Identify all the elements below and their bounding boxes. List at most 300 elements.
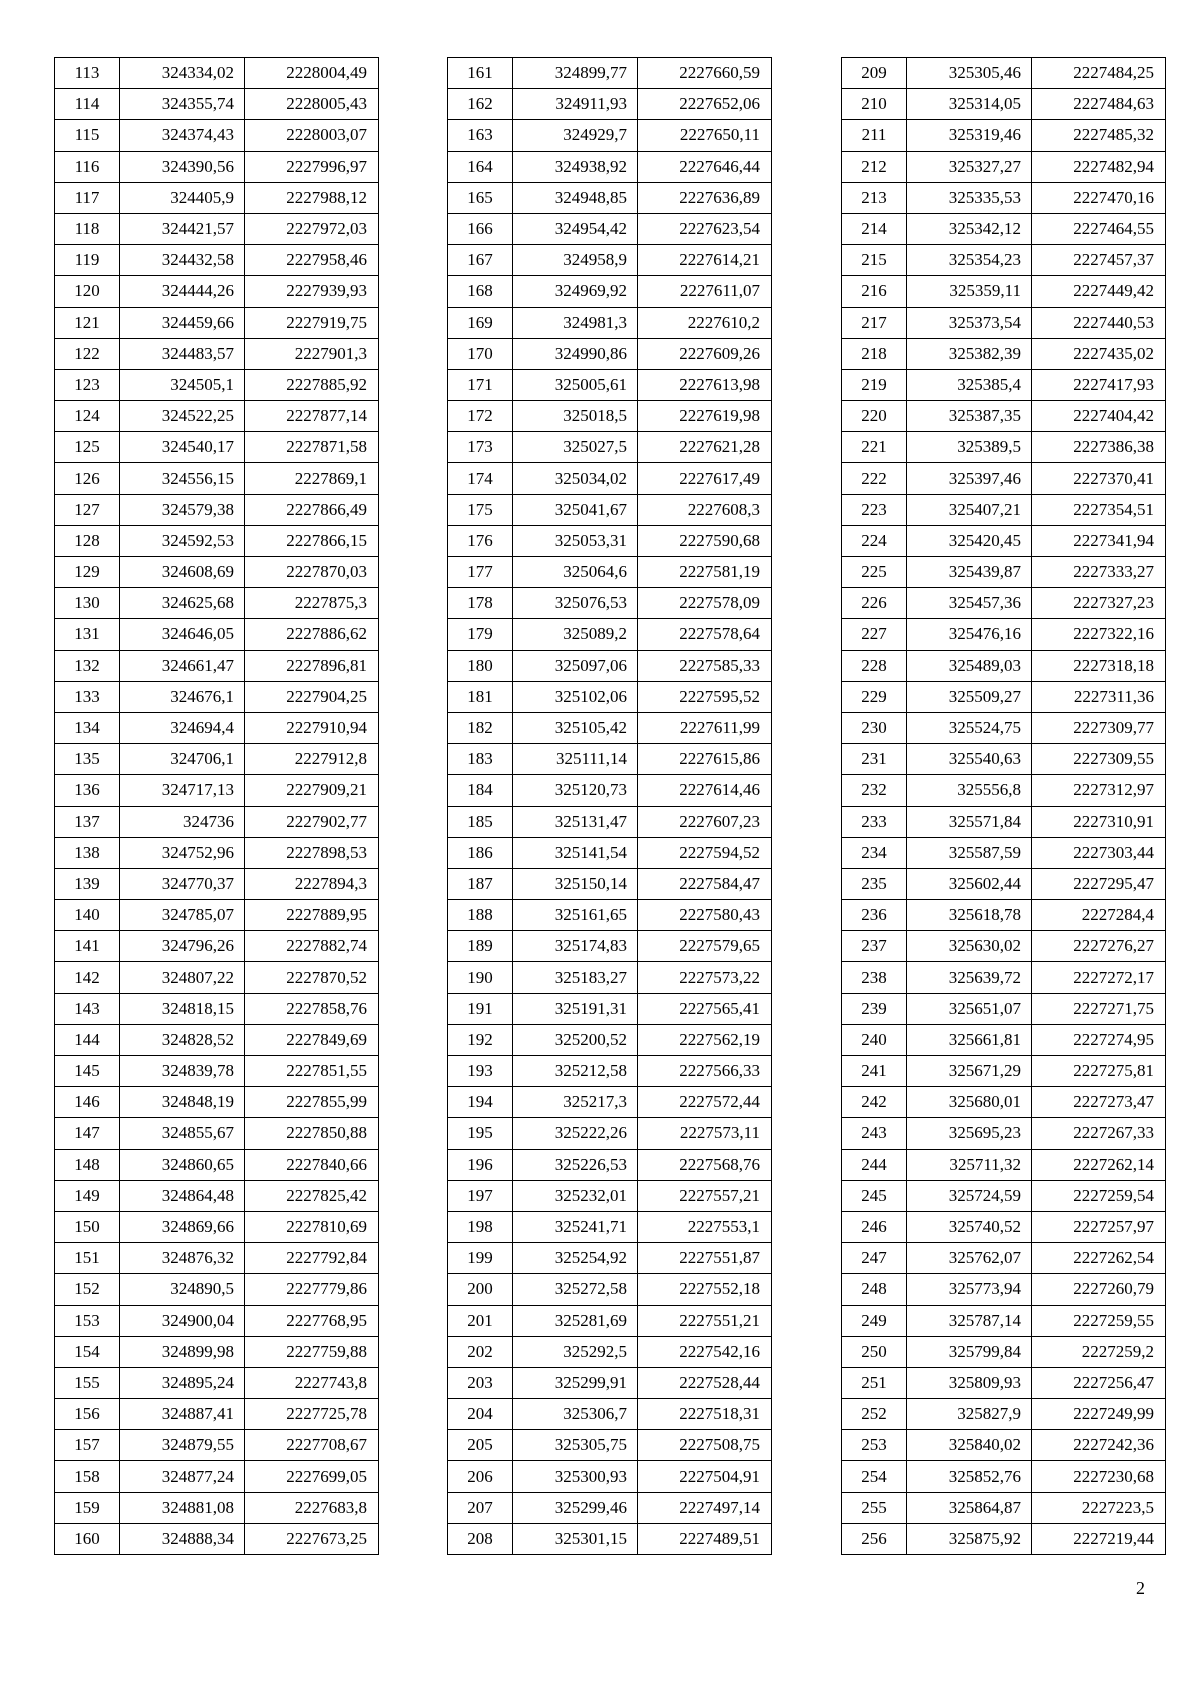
coordinate-x: 324879,55	[120, 1430, 245, 1461]
coordinate-y: 2227871,58	[245, 432, 379, 463]
point-number: 205	[448, 1430, 513, 1461]
coordinate-x: 324899,98	[120, 1336, 245, 1367]
point-number: 250	[842, 1336, 907, 1367]
coordinate-x: 325292,5	[513, 1336, 638, 1367]
coordinate-x: 325041,67	[513, 494, 638, 525]
table-row	[55, 650, 379, 681]
coordinate-x: 325773,94	[907, 1274, 1032, 1305]
coordinate-y: 2227759,88	[245, 1336, 379, 1367]
point-number: 179	[448, 619, 513, 650]
coordinate-y: 2227449,42	[1032, 276, 1166, 307]
table-row	[842, 1399, 1166, 1430]
table-row	[448, 1430, 772, 1461]
coordinate-y: 2227267,33	[1032, 1118, 1166, 1149]
coordinate-x: 325076,53	[513, 588, 638, 619]
point-number: 147	[55, 1118, 120, 1149]
point-number: 120	[55, 276, 120, 307]
coordinate-y: 2227885,92	[245, 369, 379, 400]
point-number: 184	[448, 775, 513, 806]
table-row	[842, 931, 1166, 962]
coordinate-y: 2227275,81	[1032, 1056, 1166, 1087]
coordinate-y: 2227562,19	[638, 1024, 772, 1055]
coordinate-x: 325306,7	[513, 1399, 638, 1430]
table-row	[448, 1461, 772, 1492]
table-row	[448, 307, 772, 338]
point-number: 230	[842, 712, 907, 743]
coordinate-x: 324444,26	[120, 276, 245, 307]
point-number: 130	[55, 588, 120, 619]
coordinate-y: 2227610,2	[638, 307, 772, 338]
point-number: 241	[842, 1056, 907, 1087]
coordinate-y: 2227904,25	[245, 681, 379, 712]
coordinate-x: 325661,81	[907, 1024, 1032, 1055]
table-row	[842, 650, 1166, 681]
coordinate-y: 2227792,84	[245, 1243, 379, 1274]
coordinate-x: 324990,86	[513, 338, 638, 369]
coordinate-y: 2227939,93	[245, 276, 379, 307]
coordinate-y: 2227851,55	[245, 1056, 379, 1087]
point-number: 134	[55, 712, 120, 743]
table-row	[842, 432, 1166, 463]
point-number: 247	[842, 1243, 907, 1274]
coordinate-y: 2227404,42	[1032, 401, 1166, 432]
coordinate-y: 2227552,18	[638, 1274, 772, 1305]
table-row	[55, 494, 379, 525]
point-number: 164	[448, 151, 513, 182]
coordinate-y: 2227725,78	[245, 1399, 379, 1430]
point-number: 233	[842, 806, 907, 837]
point-number: 117	[55, 182, 120, 213]
coordinate-x: 325651,07	[907, 993, 1032, 1024]
table-row	[55, 806, 379, 837]
coordinates-table-1	[54, 57, 379, 1555]
point-number: 131	[55, 619, 120, 650]
coordinate-y: 2227572,44	[638, 1087, 772, 1118]
table-row	[842, 213, 1166, 244]
coordinate-y: 2227850,88	[245, 1118, 379, 1149]
point-number: 231	[842, 744, 907, 775]
coordinate-y: 2227870,03	[245, 557, 379, 588]
coordinate-x: 324355,74	[120, 89, 245, 120]
point-number: 229	[842, 681, 907, 712]
coordinate-y: 2227259,55	[1032, 1305, 1166, 1336]
coordinate-y: 2227230,68	[1032, 1461, 1166, 1492]
coordinate-y: 2227284,4	[1032, 900, 1166, 931]
coordinate-x: 324390,56	[120, 151, 245, 182]
point-number: 223	[842, 494, 907, 525]
table-row	[842, 1149, 1166, 1180]
coordinate-x: 325053,31	[513, 525, 638, 556]
point-number: 124	[55, 401, 120, 432]
coordinate-x: 325711,32	[907, 1149, 1032, 1180]
table-row	[448, 681, 772, 712]
coordinate-y: 2227259,2	[1032, 1336, 1166, 1367]
point-number: 174	[448, 463, 513, 494]
point-number: 171	[448, 369, 513, 400]
point-number: 125	[55, 432, 120, 463]
coordinate-y: 2227611,07	[638, 276, 772, 307]
coordinate-x: 325174,83	[513, 931, 638, 962]
table-row	[448, 1149, 772, 1180]
coordinate-x: 325226,53	[513, 1149, 638, 1180]
coordinate-y: 2227650,11	[638, 120, 772, 151]
point-number: 195	[448, 1118, 513, 1149]
table-row	[842, 1211, 1166, 1242]
table-row	[448, 712, 772, 743]
point-number: 141	[55, 931, 120, 962]
table-row	[842, 681, 1166, 712]
coordinate-x: 324855,67	[120, 1118, 245, 1149]
coordinate-x: 325602,44	[907, 868, 1032, 899]
coordinate-y: 2227581,19	[638, 557, 772, 588]
coordinate-x: 325762,07	[907, 1243, 1032, 1274]
table-row	[55, 1118, 379, 1149]
coordinate-y: 2227568,76	[638, 1149, 772, 1180]
coordinate-x: 324459,66	[120, 307, 245, 338]
coordinate-y: 2227566,33	[638, 1056, 772, 1087]
point-number: 123	[55, 369, 120, 400]
coordinate-x: 324694,4	[120, 712, 245, 743]
coordinate-y: 2227551,21	[638, 1305, 772, 1336]
coordinate-x: 324505,1	[120, 369, 245, 400]
coordinate-x: 325864,87	[907, 1492, 1032, 1523]
point-number: 244	[842, 1149, 907, 1180]
point-number: 210	[842, 89, 907, 120]
table-row	[842, 1243, 1166, 1274]
coordinate-x: 325319,46	[907, 120, 1032, 151]
coordinate-x: 325373,54	[907, 307, 1032, 338]
coordinate-y: 2227743,8	[245, 1367, 379, 1398]
table-row	[842, 744, 1166, 775]
point-number: 167	[448, 245, 513, 276]
point-number: 122	[55, 338, 120, 369]
coordinate-y: 2227910,94	[245, 712, 379, 743]
coordinate-y: 2227464,55	[1032, 213, 1166, 244]
table-row	[55, 89, 379, 120]
coordinate-y: 2227849,69	[245, 1024, 379, 1055]
point-number: 186	[448, 837, 513, 868]
coordinate-y: 2227295,47	[1032, 868, 1166, 899]
coordinate-x: 324848,19	[120, 1087, 245, 1118]
point-number: 185	[448, 806, 513, 837]
table-row	[55, 1149, 379, 1180]
coordinate-x: 325840,02	[907, 1430, 1032, 1461]
coordinate-y: 2227386,38	[1032, 432, 1166, 463]
table-row	[55, 432, 379, 463]
coordinate-x: 324608,69	[120, 557, 245, 588]
coordinate-y: 2227573,22	[638, 962, 772, 993]
point-number: 251	[842, 1367, 907, 1398]
point-number: 237	[842, 931, 907, 962]
table-row	[842, 619, 1166, 650]
table-row	[55, 993, 379, 1024]
table-row	[448, 525, 772, 556]
table-row	[448, 931, 772, 962]
table-row	[55, 338, 379, 369]
table-row	[55, 837, 379, 868]
coordinate-y: 2227542,16	[638, 1336, 772, 1367]
point-number: 146	[55, 1087, 120, 1118]
table-row	[55, 712, 379, 743]
coordinate-y: 2227615,86	[638, 744, 772, 775]
table-row	[55, 213, 379, 244]
point-number: 145	[55, 1056, 120, 1087]
coordinate-y: 2227435,02	[1032, 338, 1166, 369]
coordinate-x: 324839,78	[120, 1056, 245, 1087]
point-number: 168	[448, 276, 513, 307]
coordinate-x: 325120,73	[513, 775, 638, 806]
point-number: 204	[448, 1399, 513, 1430]
table-row	[842, 276, 1166, 307]
coordinate-y: 2227617,49	[638, 463, 772, 494]
coordinate-x: 325354,23	[907, 245, 1032, 276]
table-row	[448, 89, 772, 120]
coordinate-y: 2227271,75	[1032, 993, 1166, 1024]
table-row	[842, 1461, 1166, 1492]
coordinate-y: 2227996,97	[245, 151, 379, 182]
point-number: 154	[55, 1336, 120, 1367]
table-row	[448, 557, 772, 588]
point-number: 187	[448, 868, 513, 899]
page-number: 2	[1136, 1578, 1145, 1598]
table-row	[842, 1367, 1166, 1398]
coordinate-y: 2227273,47	[1032, 1087, 1166, 1118]
coordinate-x: 325385,4	[907, 369, 1032, 400]
point-number: 175	[448, 494, 513, 525]
coordinate-y: 2227683,8	[245, 1492, 379, 1523]
coordinate-x: 325827,9	[907, 1399, 1032, 1430]
coordinate-y: 2227318,18	[1032, 650, 1166, 681]
coordinates-table-2	[447, 57, 772, 1555]
table-row	[448, 494, 772, 525]
coordinate-x: 325457,36	[907, 588, 1032, 619]
point-number: 151	[55, 1243, 120, 1274]
coordinate-y: 2227898,53	[245, 837, 379, 868]
coordinate-x: 324969,92	[513, 276, 638, 307]
table-row	[842, 1274, 1166, 1305]
table-row	[448, 463, 772, 494]
point-number: 249	[842, 1305, 907, 1336]
point-number: 215	[842, 245, 907, 276]
point-number: 207	[448, 1492, 513, 1523]
table-row	[55, 557, 379, 588]
coordinate-x: 324676,1	[120, 681, 245, 712]
table-row	[448, 1274, 772, 1305]
coordinate-y: 2227988,12	[245, 182, 379, 213]
table-row	[842, 1492, 1166, 1523]
point-number: 254	[842, 1461, 907, 1492]
point-number: 219	[842, 369, 907, 400]
point-number: 169	[448, 307, 513, 338]
point-number: 129	[55, 557, 120, 588]
table-row	[448, 962, 772, 993]
coordinate-y: 2227619,98	[638, 401, 772, 432]
coordinate-y: 2227614,21	[638, 245, 772, 276]
point-number: 177	[448, 557, 513, 588]
point-number: 133	[55, 681, 120, 712]
table-row	[55, 401, 379, 432]
table-row	[448, 182, 772, 213]
coordinate-x: 325389,5	[907, 432, 1032, 463]
point-number: 113	[55, 58, 120, 89]
coordinate-x: 324717,13	[120, 775, 245, 806]
coordinate-y: 2227882,74	[245, 931, 379, 962]
table-row	[448, 213, 772, 244]
point-number: 196	[448, 1149, 513, 1180]
point-number: 236	[842, 900, 907, 931]
coordinate-y: 2227858,76	[245, 993, 379, 1024]
coordinate-x: 325281,69	[513, 1305, 638, 1336]
point-number: 256	[842, 1523, 907, 1554]
point-number: 165	[448, 182, 513, 213]
table-row	[842, 837, 1166, 868]
coordinate-y: 2227972,03	[245, 213, 379, 244]
table-row	[55, 1399, 379, 1430]
point-number: 216	[842, 276, 907, 307]
coordinate-x: 325359,11	[907, 276, 1032, 307]
coordinate-y: 2227311,36	[1032, 681, 1166, 712]
coordinate-x: 325027,5	[513, 432, 638, 463]
table-row	[448, 1305, 772, 1336]
table-row	[55, 1211, 379, 1242]
coordinate-x: 325809,93	[907, 1367, 1032, 1398]
coordinate-x: 325300,93	[513, 1461, 638, 1492]
coordinate-x: 325064,6	[513, 557, 638, 588]
point-number: 252	[842, 1399, 907, 1430]
coordinate-y: 2227877,14	[245, 401, 379, 432]
point-number: 127	[55, 494, 120, 525]
point-number: 200	[448, 1274, 513, 1305]
coordinate-y: 2227312,97	[1032, 775, 1166, 806]
coordinate-y: 2227260,79	[1032, 1274, 1166, 1305]
coordinate-x: 325305,75	[513, 1430, 638, 1461]
table-row	[55, 1305, 379, 1336]
table-row	[55, 1430, 379, 1461]
point-number: 202	[448, 1336, 513, 1367]
coordinate-x: 325272,58	[513, 1274, 638, 1305]
coordinate-y: 2227309,55	[1032, 744, 1166, 775]
point-number: 224	[842, 525, 907, 556]
table-row	[55, 1336, 379, 1367]
point-number: 238	[842, 962, 907, 993]
coordinate-y: 2227565,41	[638, 993, 772, 1024]
point-number: 173	[448, 432, 513, 463]
table-row	[55, 1367, 379, 1398]
coordinate-y: 2228003,07	[245, 120, 379, 151]
point-number: 128	[55, 525, 120, 556]
coordinate-x: 325787,14	[907, 1305, 1032, 1336]
point-number: 246	[842, 1211, 907, 1242]
coordinate-y: 2227370,41	[1032, 463, 1166, 494]
coordinate-x: 324818,15	[120, 993, 245, 1024]
point-number: 198	[448, 1211, 513, 1242]
coordinate-y: 2227518,31	[638, 1399, 772, 1430]
point-number: 155	[55, 1367, 120, 1398]
table-row	[842, 1180, 1166, 1211]
point-number: 225	[842, 557, 907, 588]
coordinate-y: 2227578,09	[638, 588, 772, 619]
point-number: 157	[55, 1430, 120, 1461]
point-number: 253	[842, 1430, 907, 1461]
point-number: 218	[842, 338, 907, 369]
point-number: 150	[55, 1211, 120, 1242]
coordinate-y: 2227869,1	[245, 463, 379, 494]
table-row	[842, 1523, 1166, 1554]
coordinate-y: 2227508,75	[638, 1430, 772, 1461]
table-row	[448, 120, 772, 151]
table-row	[55, 931, 379, 962]
coordinate-x: 325799,84	[907, 1336, 1032, 1367]
coordinate-x: 324828,52	[120, 1024, 245, 1055]
coordinate-x: 325111,14	[513, 744, 638, 775]
table-row	[448, 1180, 772, 1211]
point-number: 136	[55, 775, 120, 806]
table-row	[448, 619, 772, 650]
point-number: 115	[55, 120, 120, 151]
coordinate-y: 2227573,11	[638, 1118, 772, 1149]
table-row	[448, 338, 772, 369]
table-row	[842, 120, 1166, 151]
point-number: 245	[842, 1180, 907, 1211]
coordinate-y: 2227276,27	[1032, 931, 1166, 962]
coordinate-x: 325212,58	[513, 1056, 638, 1087]
point-number: 221	[842, 432, 907, 463]
table-row	[55, 245, 379, 276]
point-number: 183	[448, 744, 513, 775]
coordinate-y: 2227262,54	[1032, 1243, 1166, 1274]
coordinate-y: 2227919,75	[245, 307, 379, 338]
point-number: 192	[448, 1024, 513, 1055]
coordinate-y: 2227901,3	[245, 338, 379, 369]
coordinate-x: 325671,29	[907, 1056, 1032, 1087]
coordinate-x: 325680,01	[907, 1087, 1032, 1118]
coordinate-x: 324876,32	[120, 1243, 245, 1274]
point-number: 126	[55, 463, 120, 494]
coordinate-y: 2227855,99	[245, 1087, 379, 1118]
coordinate-x: 325005,61	[513, 369, 638, 400]
coordinate-y: 2227310,91	[1032, 806, 1166, 837]
table-row	[842, 806, 1166, 837]
coordinate-y: 2227497,14	[638, 1492, 772, 1523]
point-number: 166	[448, 213, 513, 244]
table-row	[842, 401, 1166, 432]
table-row	[448, 276, 772, 307]
coordinate-x: 325524,75	[907, 712, 1032, 743]
coordinate-y: 2227256,47	[1032, 1367, 1166, 1398]
coordinate-x: 325222,26	[513, 1118, 638, 1149]
coordinate-y: 2227840,66	[245, 1149, 379, 1180]
point-number: 170	[448, 338, 513, 369]
point-number: 197	[448, 1180, 513, 1211]
table-row	[842, 525, 1166, 556]
coordinate-y: 2227272,17	[1032, 962, 1166, 993]
table-row	[55, 525, 379, 556]
coordinate-x: 325540,63	[907, 744, 1032, 775]
table-row	[55, 1523, 379, 1554]
point-number: 132	[55, 650, 120, 681]
coordinate-y: 2227870,52	[245, 962, 379, 993]
table-row	[55, 775, 379, 806]
coordinate-x: 325034,02	[513, 463, 638, 494]
coordinate-x: 325131,47	[513, 806, 638, 837]
coordinate-y: 2227699,05	[245, 1461, 379, 1492]
coordinate-y: 2227249,99	[1032, 1399, 1166, 1430]
table-row	[842, 868, 1166, 899]
point-number: 242	[842, 1087, 907, 1118]
table-row	[55, 58, 379, 89]
point-number: 144	[55, 1024, 120, 1055]
table-row	[448, 775, 772, 806]
